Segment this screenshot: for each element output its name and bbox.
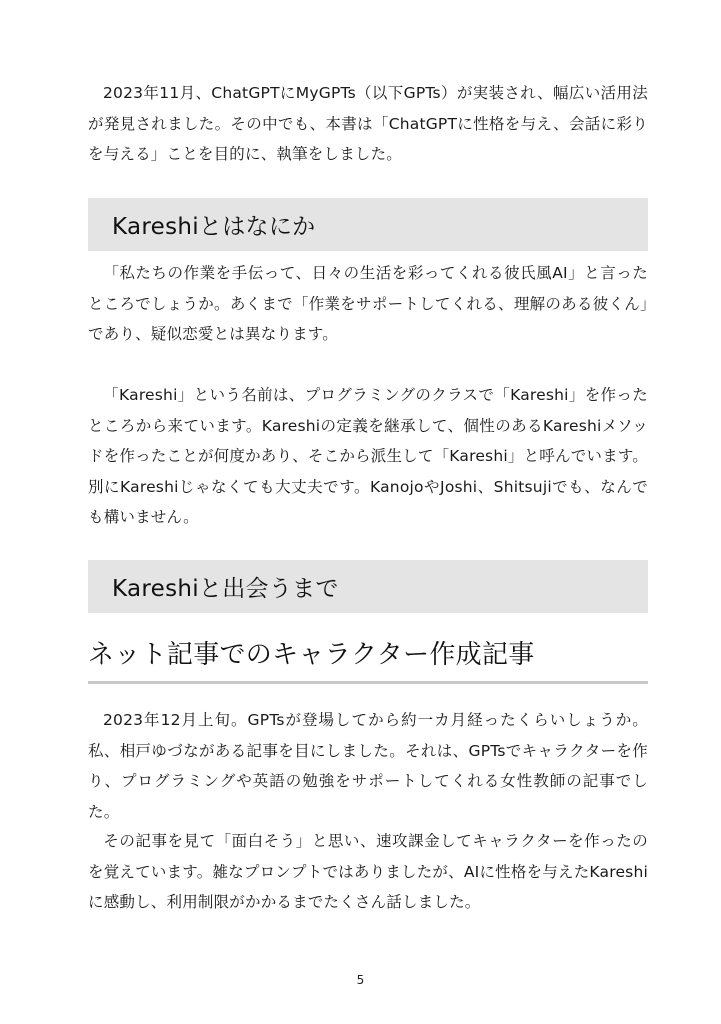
intro-paragraph [88,78,648,170]
kareshi-name-origin-paragraph [88,380,648,533]
first-kareshi-text: その記事を見て「面白そう」と思い、速攻課金してキャラクターを作ったのを覚えています。雑なプロンプトではありましたが、AIに性格を与えたKareshiに感動し、利用制限がかかるまでたくさん話しました。 [88,832,648,911]
subsection-heading-article [88,634,648,684]
kareshi-definition-text: 「私たちの作業を手伝って、日々の生活を彩ってくれる彼氏風AI」と言ったところでしょうか。あくまで「作業をサポートしてくれる、理解のある彼くん」であり、疑似恋愛とは異なります。 [88,264,648,343]
intro-paragraph-text: 2023年11月、ChatGPTにMyGPTs（以下GPTs）が実装され、幅広い活用法が発見されました。その中でも、本書は「ChatGPTに性格を与え、会話に彩りを与える」ことを目的に、執筆をしました。 [88,84,648,163]
section-heading-what-is-kareshi [88,198,648,251]
kareshi-name-origin-text: 「Kareshi」という名前は、プログラミングのクラスで「Kareshi」を作ったところから来ています。Kareshiの定義を継承して、個性のあるKareshiメソッドを作ったことが何度かあり、そこから派生して「Kareshi」と呼んでいます。別にKareshiじゃなくても大丈夫です。KanojoやJoshi、Shitsujiでも、なんでも構いません。 [88,386,648,526]
section-heading-text: Kareshiと出会うまで [112,576,339,602]
kareshi-definition-paragraph [88,258,648,350]
page-number: 5 [356,973,365,987]
subsection-heading-text: ネット記事でのキャラクター作成記事 [88,640,535,670]
section-heading-text: Kareshiとはなにか [112,214,316,240]
first-kareshi-paragraph [88,826,648,918]
article-discovery-text: 2023年12月上旬。GPTsが登場してから約一カ月経ったくらいしょうか。私、相戸ゆづながある記事を目にしました。それは、GPTsでキャラクターを作り、プログラミングや英語の勉強をサポートしてくれる女性教師の記事でした。 [88,711,648,821]
section-heading-meeting-kareshi [88,560,648,613]
article-discovery-paragraph [88,705,648,827]
